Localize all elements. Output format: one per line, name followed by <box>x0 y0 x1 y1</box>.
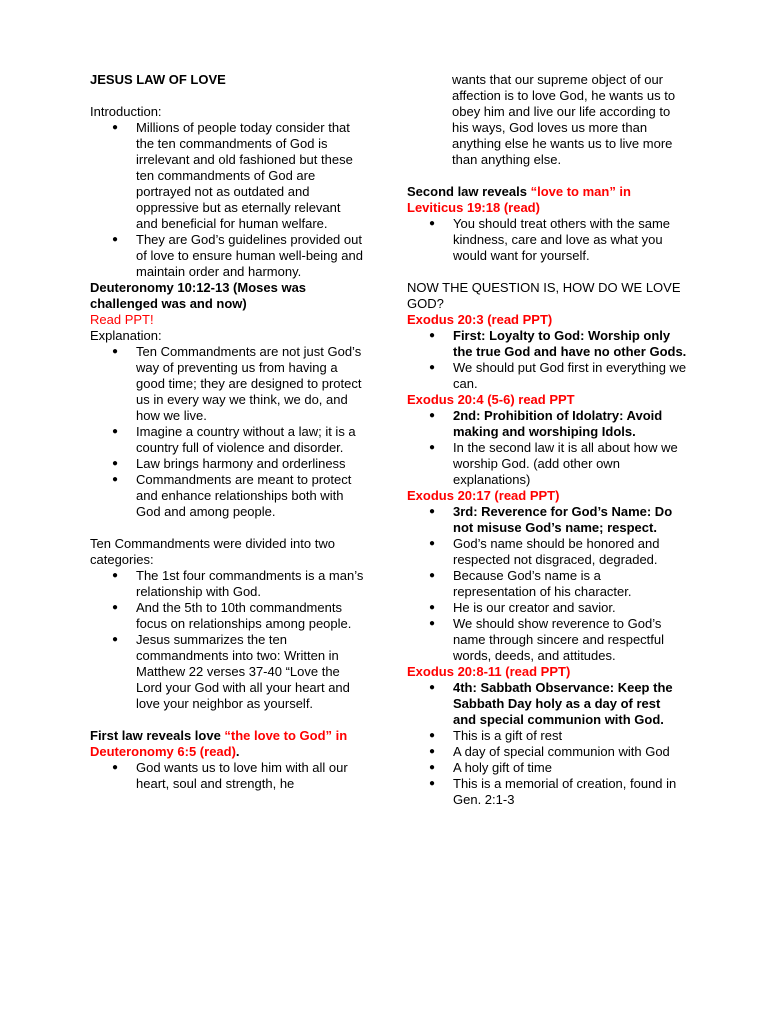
list-item: ● The 1st four commandments is a man’s relationship with God. <box>90 568 365 600</box>
list-item: ● This is a memorial of creation, found in Gen. 2:1-3 <box>407 776 687 808</box>
first-law-suffix: . <box>235 744 240 759</box>
second-law-prefix: Second law reveals <box>407 184 531 199</box>
list-item: ● Law brings harmony and orderliness <box>90 456 365 472</box>
list-item: ● God’s name should be honored and respected not disgraced, degraded. <box>407 536 687 568</box>
explanation-heading: Explanation: <box>90 328 162 343</box>
list-item: ● This is a gift of rest <box>407 728 687 744</box>
section-ref: Exodus 20:3 (read PPT) <box>407 312 553 327</box>
list-item: ● In the second law it is all about how we worship God. (add other own explanations) <box>407 440 687 488</box>
list-item: ● Commandments are meant to protect and enhance relationships both with God and among people. <box>90 472 365 520</box>
explanation-list <box>90 344 365 520</box>
list-item: ● We should put God first in everything we can. <box>407 360 687 392</box>
list-item: ● 3rd: Reverence for God’s Name: Do not misuse God’s name; respect. <box>407 504 687 536</box>
list-item: ● You should treat others with the same kindness, care and love as what you would want for yourself. <box>407 216 687 264</box>
list-item: ● Millions of people today consider that the ten commandments of God is irrelevant and old fashioned but these ten commandments of God are portrayed not as outdated and oppressive but as eternally relevant and beneficial for human welfare. <box>90 120 365 232</box>
list-item: ● And the 5th to 10th commandments focus on relationships among people. <box>90 600 365 632</box>
list-item: ● God wants us to love him with all our heart, soul and strength, he <box>90 760 365 792</box>
categories-heading: Ten Commandments were divided into two categories: <box>90 536 335 567</box>
second-law-highlight: “love to man” in Leviticus 19:18 (read) <box>407 184 631 215</box>
right-column <box>407 0 687 808</box>
question-heading: NOW THE QUESTION IS, HOW DO WE LOVE GOD? <box>407 280 681 311</box>
read-ppt-note: Read PPT! <box>90 312 154 327</box>
second-law-heading <box>407 184 687 216</box>
section-list <box>407 408 687 488</box>
list-item: ● They are God’s guidelines provided out of love to ensure human well-being and maintain order and harmony. <box>90 232 365 280</box>
list-item: ● He is our creator and savior. <box>407 600 687 616</box>
first-law-prefix: First law reveals love <box>90 728 225 743</box>
second-law-list <box>407 216 687 264</box>
list-item: ● First: Loyalty to God: Worship only the true God and have no other Gods. <box>407 328 687 360</box>
first-law-continuation: wants that our supreme object of our affection is to love God, he wants us to obey him and live our life according to his ways, God loves us more than anything else he wants us to live more than anything else. <box>452 72 676 167</box>
intro-heading: Introduction: <box>90 104 162 119</box>
list-item: ● Ten Commandments are not just God’s way of preventing us from having a good time; they are designed to protect us in every way we think, we do, and how we live. <box>90 344 365 424</box>
deut-heading: Deuteronomy 10:12-13 (Moses was challenged was and now) <box>90 280 307 311</box>
section-list <box>407 328 687 392</box>
intro-list <box>90 120 365 280</box>
list-item: ● 4th: Sabbath Observance: Keep the Sabbath Day holy as a day of rest and special communion with God. <box>407 680 687 728</box>
first-law-list <box>90 760 365 792</box>
list-item: ● A holy gift of time <box>407 760 687 776</box>
left-column <box>90 0 365 792</box>
first-law-heading <box>90 728 365 760</box>
list-item: ● Because God’s name is a representation of his character. <box>407 568 687 600</box>
section-ref: Exodus 20:4 (5-6) read PPT <box>407 392 575 407</box>
list-item: ● Jesus summarizes the ten commandments into two: Written in Matthew 22 verses 37-40 “Love the Lord your God with all your heart and love your neighbor as yourself. <box>90 632 365 712</box>
list-item: ● We should show reverence to God’s name through sincere and respectful words, deeds, and attitudes. <box>407 616 687 664</box>
document-title: JESUS LAW OF LOVE <box>90 72 226 87</box>
list-item: ● A day of special communion with God <box>407 744 687 760</box>
section-ref: Exodus 20:17 (read PPT) <box>407 488 560 503</box>
section-list <box>407 680 687 808</box>
list-item: ● Imagine a country without a law; it is a country full of violence and disorder. <box>90 424 365 456</box>
categories-list <box>90 568 365 712</box>
section-list <box>407 504 687 664</box>
section-ref: Exodus 20:8-11 (read PPT) <box>407 664 571 679</box>
list-item: ● 2nd: Prohibition of Idolatry: Avoid making and worshiping Idols. <box>407 408 687 440</box>
first-law-highlight: “the love to God” in Deuteronomy 6:5 (read) <box>90 728 348 759</box>
